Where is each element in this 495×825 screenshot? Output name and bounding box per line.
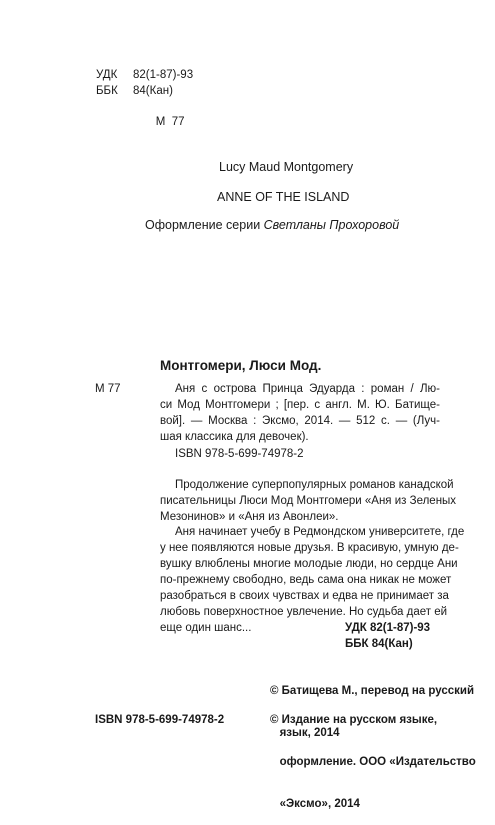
- annotation-line: вушку влюблены многие молодые люди, но сердце Ани: [160, 558, 458, 570]
- copyright-line: оформление. ООО «Издательство: [270, 756, 476, 768]
- copyright-line: © Батищева М., перевод на русский: [270, 685, 475, 697]
- record-udk: УДК 82(1-87)-93: [345, 622, 431, 634]
- copyright-line: «Эксмо», 2014: [270, 798, 360, 810]
- record-line: вой]. — Москва : Эксмо, 2014. — 512 с. — (Луч-: [160, 415, 440, 427]
- annotation-line: разобраться в своих чувствах и едва не принимает за: [160, 590, 449, 602]
- author-mark: М 77: [155, 115, 185, 128]
- annotation-line: любовь поверхностное увлечение. Но судьба дает ей: [160, 606, 448, 618]
- annotation-line: Продолжение суперпопулярных романов канадской: [175, 479, 454, 491]
- record-isbn: ISBN 978-5-699-74978-2: [175, 448, 304, 460]
- annotation-line: писательницы Люси Мод Монтгомери «Аня из Зеленых: [160, 495, 457, 507]
- author-mark-row: [96, 99, 193, 146]
- bbk-value: 84(Кан): [133, 84, 173, 97]
- udk-value: 82(1-87)-93: [133, 69, 194, 81]
- record-line: шая классика для девочек).: [160, 431, 309, 443]
- record-author-mark: М 77: [95, 383, 121, 395]
- annotation-paragraph-1: [160, 477, 457, 525]
- annotation-line: Мезонинов» и «Аня из Авонлеи».: [160, 511, 339, 523]
- catalog-codes-top: [96, 68, 193, 146]
- original-title: ANNE OF THE ISLAND: [217, 190, 350, 204]
- record-description: [160, 381, 440, 445]
- copyright-line: © Издание на русском языке,: [270, 714, 438, 726]
- original-author: Lucy Maud Montgomery: [219, 160, 354, 174]
- udk-row: [96, 68, 193, 84]
- copyright-isbn: ISBN 978-5-699-74978-2: [95, 714, 225, 726]
- bbk-label: ББК: [96, 84, 118, 97]
- annotation-line: у нее появляются новые друзья. В красивую, умную де-: [160, 542, 459, 554]
- series-design-prefix: Оформление серии: [145, 218, 264, 232]
- annotation-line: еще один шанс...: [160, 622, 252, 634]
- copyright-line: язык, 2014: [270, 727, 340, 739]
- series-designer-name: Светланы Прохоровой: [263, 218, 400, 232]
- annotation-line: по-прежнему свободно, ведь сама она никак не может: [160, 574, 452, 586]
- bbk-row: [96, 84, 193, 100]
- record-bbk: ББК 84(Кан): [345, 638, 413, 650]
- record-line: Аня с острова Принца Эдуарда : роман / Лю-: [175, 383, 440, 395]
- annotation-line: Аня начинает учебу в Редмондском университете, где: [175, 526, 465, 538]
- record-line: си Мод Монтгомери ; [пер. с англ. М. Ю. Батище-: [160, 399, 440, 411]
- udk-label: УДК: [96, 69, 118, 81]
- copyright-edition: [270, 685, 476, 825]
- series-design-credit: [145, 218, 399, 232]
- record-heading: Монтгомери, Люси Мод.: [160, 358, 322, 373]
